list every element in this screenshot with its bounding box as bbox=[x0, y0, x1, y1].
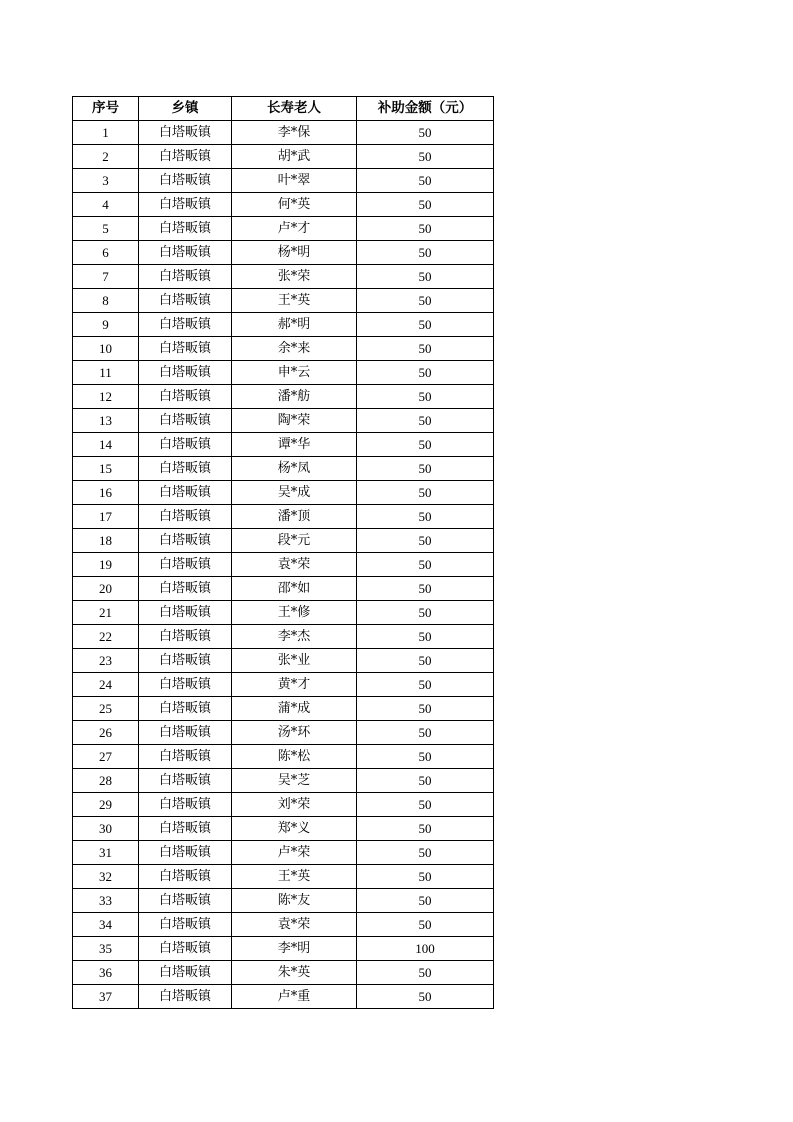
table-row bbox=[73, 961, 494, 985]
cell-serial-number: 20 bbox=[73, 577, 139, 601]
cell-subsidy-amount: 50 bbox=[357, 721, 494, 745]
cell-elder-name: 刘*荣 bbox=[232, 793, 357, 817]
cell-elder-name: 汤*环 bbox=[232, 721, 357, 745]
cell-elder-name: 朱*英 bbox=[232, 961, 357, 985]
table-row bbox=[73, 241, 494, 265]
cell-elder-name: 潘*舫 bbox=[232, 385, 357, 409]
table-row bbox=[73, 217, 494, 241]
cell-township: 白塔畈镇 bbox=[139, 673, 232, 697]
cell-serial-number: 6 bbox=[73, 241, 139, 265]
table-row bbox=[73, 913, 494, 937]
cell-township: 白塔畈镇 bbox=[139, 841, 232, 865]
cell-subsidy-amount: 50 bbox=[357, 409, 494, 433]
cell-serial-number: 7 bbox=[73, 265, 139, 289]
cell-serial-number: 27 bbox=[73, 745, 139, 769]
cell-subsidy-amount: 50 bbox=[357, 313, 494, 337]
cell-subsidy-amount: 50 bbox=[357, 529, 494, 553]
cell-subsidy-amount: 50 bbox=[357, 553, 494, 577]
cell-serial-number: 32 bbox=[73, 865, 139, 889]
cell-serial-number: 14 bbox=[73, 433, 139, 457]
cell-serial-number: 23 bbox=[73, 649, 139, 673]
cell-subsidy-amount: 50 bbox=[357, 481, 494, 505]
cell-serial-number: 1 bbox=[73, 121, 139, 145]
cell-township: 白塔畈镇 bbox=[139, 937, 232, 961]
table-row bbox=[73, 433, 494, 457]
cell-township: 白塔畈镇 bbox=[139, 313, 232, 337]
table-row bbox=[73, 865, 494, 889]
cell-serial-number: 4 bbox=[73, 193, 139, 217]
cell-serial-number: 8 bbox=[73, 289, 139, 313]
cell-serial-number: 13 bbox=[73, 409, 139, 433]
cell-subsidy-amount: 50 bbox=[357, 697, 494, 721]
cell-township: 白塔畈镇 bbox=[139, 529, 232, 553]
cell-elder-name: 杨*明 bbox=[232, 241, 357, 265]
cell-subsidy-amount: 50 bbox=[357, 217, 494, 241]
cell-township: 白塔畈镇 bbox=[139, 961, 232, 985]
cell-serial-number: 24 bbox=[73, 673, 139, 697]
cell-serial-number: 31 bbox=[73, 841, 139, 865]
cell-subsidy-amount: 50 bbox=[357, 625, 494, 649]
table-row bbox=[73, 265, 494, 289]
cell-elder-name: 王*英 bbox=[232, 865, 357, 889]
cell-township: 白塔畈镇 bbox=[139, 337, 232, 361]
table-row bbox=[73, 385, 494, 409]
cell-serial-number: 35 bbox=[73, 937, 139, 961]
cell-township: 白塔畈镇 bbox=[139, 985, 232, 1009]
cell-township: 白塔畈镇 bbox=[139, 889, 232, 913]
cell-township: 白塔畈镇 bbox=[139, 385, 232, 409]
cell-subsidy-amount: 50 bbox=[357, 385, 494, 409]
table-row bbox=[73, 649, 494, 673]
cell-elder-name: 郝*明 bbox=[232, 313, 357, 337]
subsidy-table bbox=[72, 96, 494, 1009]
cell-elder-name: 邵*如 bbox=[232, 577, 357, 601]
cell-township: 白塔畈镇 bbox=[139, 361, 232, 385]
cell-elder-name: 张*业 bbox=[232, 649, 357, 673]
cell-serial-number: 5 bbox=[73, 217, 139, 241]
header-subsidy-amount: 补助金额（元） bbox=[357, 97, 494, 121]
cell-township: 白塔畈镇 bbox=[139, 193, 232, 217]
cell-subsidy-amount: 50 bbox=[357, 649, 494, 673]
cell-elder-name: 陶*荣 bbox=[232, 409, 357, 433]
cell-township: 白塔畈镇 bbox=[139, 457, 232, 481]
cell-serial-number: 21 bbox=[73, 601, 139, 625]
table-row bbox=[73, 745, 494, 769]
cell-subsidy-amount: 50 bbox=[357, 793, 494, 817]
cell-subsidy-amount: 50 bbox=[357, 433, 494, 457]
cell-elder-name: 段*元 bbox=[232, 529, 357, 553]
cell-township: 白塔畈镇 bbox=[139, 481, 232, 505]
table-row bbox=[73, 145, 494, 169]
table-row bbox=[73, 505, 494, 529]
table-row bbox=[73, 529, 494, 553]
cell-elder-name: 陈*松 bbox=[232, 745, 357, 769]
cell-township: 白塔畈镇 bbox=[139, 865, 232, 889]
cell-serial-number: 34 bbox=[73, 913, 139, 937]
header-serial-number: 序号 bbox=[73, 97, 139, 121]
cell-serial-number: 37 bbox=[73, 985, 139, 1009]
cell-serial-number: 25 bbox=[73, 697, 139, 721]
cell-township: 白塔畈镇 bbox=[139, 769, 232, 793]
table-row bbox=[73, 337, 494, 361]
cell-serial-number: 17 bbox=[73, 505, 139, 529]
cell-subsidy-amount: 50 bbox=[357, 673, 494, 697]
cell-township: 白塔畈镇 bbox=[139, 409, 232, 433]
table-row bbox=[73, 817, 494, 841]
table-row bbox=[73, 121, 494, 145]
cell-serial-number: 30 bbox=[73, 817, 139, 841]
cell-township: 白塔畈镇 bbox=[139, 697, 232, 721]
cell-serial-number: 3 bbox=[73, 169, 139, 193]
cell-subsidy-amount: 50 bbox=[357, 865, 494, 889]
cell-subsidy-amount: 50 bbox=[357, 985, 494, 1009]
table-header bbox=[73, 97, 494, 121]
table-row bbox=[73, 289, 494, 313]
cell-serial-number: 22 bbox=[73, 625, 139, 649]
cell-serial-number: 11 bbox=[73, 361, 139, 385]
table-row bbox=[73, 625, 494, 649]
cell-elder-name: 郑*义 bbox=[232, 817, 357, 841]
cell-elder-name: 王*英 bbox=[232, 289, 357, 313]
cell-elder-name: 潘*顶 bbox=[232, 505, 357, 529]
cell-elder-name: 陈*友 bbox=[232, 889, 357, 913]
cell-township: 白塔畈镇 bbox=[139, 145, 232, 169]
cell-township: 白塔畈镇 bbox=[139, 817, 232, 841]
cell-elder-name: 杨*凤 bbox=[232, 457, 357, 481]
cell-elder-name: 余*来 bbox=[232, 337, 357, 361]
cell-elder-name: 叶*翠 bbox=[232, 169, 357, 193]
cell-subsidy-amount: 50 bbox=[357, 145, 494, 169]
table-row bbox=[73, 889, 494, 913]
cell-elder-name: 何*英 bbox=[232, 193, 357, 217]
cell-subsidy-amount: 50 bbox=[357, 961, 494, 985]
table-row bbox=[73, 313, 494, 337]
table-row bbox=[73, 361, 494, 385]
cell-elder-name: 王*修 bbox=[232, 601, 357, 625]
cell-township: 白塔畈镇 bbox=[139, 553, 232, 577]
cell-subsidy-amount: 50 bbox=[357, 265, 494, 289]
table-row bbox=[73, 937, 494, 961]
cell-elder-name: 黄*才 bbox=[232, 673, 357, 697]
cell-elder-name: 李*保 bbox=[232, 121, 357, 145]
cell-subsidy-amount: 50 bbox=[357, 121, 494, 145]
cell-township: 白塔畈镇 bbox=[139, 601, 232, 625]
cell-elder-name: 袁*荣 bbox=[232, 913, 357, 937]
cell-elder-name: 李*杰 bbox=[232, 625, 357, 649]
cell-serial-number: 33 bbox=[73, 889, 139, 913]
cell-township: 白塔畈镇 bbox=[139, 625, 232, 649]
cell-subsidy-amount: 50 bbox=[357, 817, 494, 841]
cell-elder-name: 卢*才 bbox=[232, 217, 357, 241]
cell-subsidy-amount: 100 bbox=[357, 937, 494, 961]
table-row bbox=[73, 697, 494, 721]
table-row bbox=[73, 841, 494, 865]
cell-township: 白塔畈镇 bbox=[139, 265, 232, 289]
cell-subsidy-amount: 50 bbox=[357, 457, 494, 481]
cell-elder-name: 谭*华 bbox=[232, 433, 357, 457]
cell-subsidy-amount: 50 bbox=[357, 889, 494, 913]
cell-elder-name: 胡*武 bbox=[232, 145, 357, 169]
cell-township: 白塔畈镇 bbox=[139, 505, 232, 529]
cell-subsidy-amount: 50 bbox=[357, 169, 494, 193]
cell-township: 白塔畈镇 bbox=[139, 241, 232, 265]
cell-township: 白塔畈镇 bbox=[139, 649, 232, 673]
table-row bbox=[73, 169, 494, 193]
table-row bbox=[73, 481, 494, 505]
cell-subsidy-amount: 50 bbox=[357, 337, 494, 361]
cell-subsidy-amount: 50 bbox=[357, 289, 494, 313]
cell-elder-name: 卢*重 bbox=[232, 985, 357, 1009]
cell-serial-number: 12 bbox=[73, 385, 139, 409]
cell-serial-number: 9 bbox=[73, 313, 139, 337]
cell-serial-number: 18 bbox=[73, 529, 139, 553]
cell-serial-number: 2 bbox=[73, 145, 139, 169]
cell-subsidy-amount: 50 bbox=[357, 769, 494, 793]
cell-subsidy-amount: 50 bbox=[357, 505, 494, 529]
cell-elder-name: 李*明 bbox=[232, 937, 357, 961]
cell-township: 白塔畈镇 bbox=[139, 577, 232, 601]
cell-township: 白塔畈镇 bbox=[139, 745, 232, 769]
cell-subsidy-amount: 50 bbox=[357, 361, 494, 385]
table-body bbox=[73, 121, 494, 1009]
cell-serial-number: 28 bbox=[73, 769, 139, 793]
cell-township: 白塔畈镇 bbox=[139, 793, 232, 817]
cell-subsidy-amount: 50 bbox=[357, 601, 494, 625]
cell-serial-number: 15 bbox=[73, 457, 139, 481]
table-row bbox=[73, 985, 494, 1009]
table-row bbox=[73, 601, 494, 625]
cell-serial-number: 36 bbox=[73, 961, 139, 985]
cell-serial-number: 16 bbox=[73, 481, 139, 505]
cell-subsidy-amount: 50 bbox=[357, 913, 494, 937]
table-row bbox=[73, 457, 494, 481]
cell-township: 白塔畈镇 bbox=[139, 217, 232, 241]
cell-elder-name: 吴*芝 bbox=[232, 769, 357, 793]
header-township: 乡镇 bbox=[139, 97, 232, 121]
cell-serial-number: 10 bbox=[73, 337, 139, 361]
cell-subsidy-amount: 50 bbox=[357, 241, 494, 265]
cell-township: 白塔畈镇 bbox=[139, 289, 232, 313]
table-row bbox=[73, 409, 494, 433]
cell-serial-number: 26 bbox=[73, 721, 139, 745]
table-row bbox=[73, 553, 494, 577]
header-row bbox=[73, 97, 494, 121]
cell-serial-number: 29 bbox=[73, 793, 139, 817]
cell-serial-number: 19 bbox=[73, 553, 139, 577]
cell-elder-name: 蒲*成 bbox=[232, 697, 357, 721]
cell-elder-name: 袁*荣 bbox=[232, 553, 357, 577]
cell-elder-name: 吴*成 bbox=[232, 481, 357, 505]
cell-township: 白塔畈镇 bbox=[139, 433, 232, 457]
table-row bbox=[73, 793, 494, 817]
cell-subsidy-amount: 50 bbox=[357, 193, 494, 217]
cell-township: 白塔畈镇 bbox=[139, 721, 232, 745]
cell-township: 白塔畈镇 bbox=[139, 169, 232, 193]
table-row bbox=[73, 721, 494, 745]
cell-elder-name: 卢*荣 bbox=[232, 841, 357, 865]
table-row bbox=[73, 673, 494, 697]
cell-subsidy-amount: 50 bbox=[357, 841, 494, 865]
cell-township: 白塔畈镇 bbox=[139, 913, 232, 937]
header-elder-name: 长寿老人 bbox=[232, 97, 357, 121]
table-row bbox=[73, 769, 494, 793]
table-row bbox=[73, 577, 494, 601]
cell-elder-name: 张*荣 bbox=[232, 265, 357, 289]
cell-township: 白塔畈镇 bbox=[139, 121, 232, 145]
cell-subsidy-amount: 50 bbox=[357, 745, 494, 769]
cell-subsidy-amount: 50 bbox=[357, 577, 494, 601]
table-row bbox=[73, 193, 494, 217]
cell-elder-name: 申*云 bbox=[232, 361, 357, 385]
